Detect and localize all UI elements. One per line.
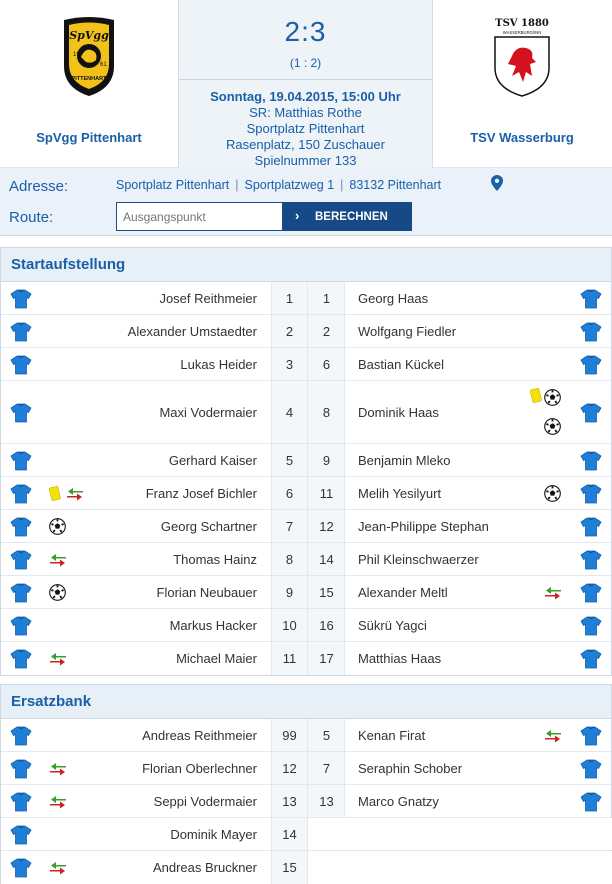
player-shirt-icon bbox=[10, 517, 32, 537]
player-shirt-icon bbox=[10, 583, 32, 603]
lineup-section bbox=[0, 247, 612, 676]
guest-shirt-number: 5 bbox=[322, 727, 331, 743]
guest-shirt-number: 14 bbox=[319, 551, 334, 567]
home-shirt-number: 8 bbox=[285, 551, 294, 567]
yellow-card-icon bbox=[530, 388, 542, 409]
substitute-shirt-icon bbox=[580, 792, 602, 812]
home-team[interactable] bbox=[0, 0, 178, 168]
lineup-title: Startaufstellung bbox=[1, 248, 611, 282]
guest-shirt-number: 15 bbox=[319, 584, 334, 600]
address-part-city: 83132 Pittenhart bbox=[349, 178, 442, 192]
player-shirt-icon bbox=[10, 484, 32, 504]
guest-player-name[interactable]: Wolfgang Fiedler bbox=[358, 323, 457, 339]
player-shirt-icon bbox=[580, 355, 602, 375]
player-shirt-icon bbox=[580, 403, 602, 423]
guest-player-name[interactable]: Jean-Philippe Stephan bbox=[358, 518, 489, 534]
guest-team-name[interactable]: TSV Wasserburg bbox=[470, 130, 574, 145]
home-player-name[interactable]: Maxi Vodermaier bbox=[159, 404, 257, 420]
player-shirt-icon bbox=[10, 550, 32, 570]
home-shirt-number: 10 bbox=[282, 617, 297, 633]
player-row bbox=[1, 348, 611, 381]
substitution-icon bbox=[544, 586, 562, 605]
home-shirt-number: 6 bbox=[285, 485, 294, 501]
guest-shirt-number: 12 bbox=[319, 518, 334, 534]
substitute-shirt-icon bbox=[580, 726, 602, 746]
score-divider bbox=[179, 79, 432, 80]
goalkeeper-shirt-icon bbox=[10, 289, 32, 309]
guest-player-name[interactable]: Alexander Meltl bbox=[358, 584, 448, 600]
home-shirt-number: 2 bbox=[285, 323, 294, 339]
home-player-name[interactable]: Georg Schartner bbox=[160, 518, 257, 534]
score-box bbox=[178, 0, 433, 168]
player-row bbox=[1, 752, 611, 785]
player-row bbox=[1, 315, 611, 348]
player-shirt-icon bbox=[10, 403, 32, 423]
goal-icon bbox=[49, 584, 66, 606]
guest-shirt-number: 1 bbox=[322, 290, 331, 306]
guest-player-name[interactable]: Matthias Haas bbox=[358, 651, 442, 666]
goalkeeper-shirt-icon bbox=[580, 289, 602, 309]
home-shirt-number: 9 bbox=[285, 584, 294, 600]
player-shirt-icon bbox=[580, 583, 602, 603]
player-shirt-icon bbox=[580, 616, 602, 636]
player-row bbox=[1, 477, 611, 510]
substitution-icon bbox=[544, 729, 562, 748]
calculate-route-button[interactable] bbox=[283, 202, 412, 231]
home-player-name[interactable]: Franz Josef Bichler bbox=[145, 485, 257, 501]
address-panel bbox=[0, 168, 612, 236]
guest-crest-sub: WASSERBURG/INN bbox=[502, 30, 542, 35]
home-player-name[interactable]: Dominik Mayer bbox=[170, 826, 257, 842]
substitute-shirt-icon bbox=[10, 825, 32, 845]
home-shirt-number: 5 bbox=[285, 452, 294, 468]
goal-icon bbox=[544, 389, 561, 411]
venue: Sportplatz Pittenhart bbox=[246, 121, 365, 136]
address-part-street: Sportplatzweg 1 bbox=[244, 178, 335, 192]
player-shirt-icon bbox=[580, 451, 602, 471]
guest-shirt-number: 6 bbox=[322, 356, 331, 372]
player-row bbox=[1, 282, 611, 315]
pitch-info: Rasenplatz, 150 Zuschauer bbox=[226, 137, 385, 152]
chevron-right-icon: › bbox=[295, 208, 300, 223]
home-player-name[interactable]: Gerhard Kaiser bbox=[168, 452, 257, 468]
substitution-icon bbox=[49, 795, 67, 814]
address-separator: | bbox=[340, 178, 344, 192]
bench-title: Ersatzbank bbox=[1, 685, 611, 719]
home-player-name[interactable]: Andreas Bruckner bbox=[152, 860, 257, 875]
goal-icon bbox=[49, 518, 66, 540]
home-player-name[interactable]: Lukas Heider bbox=[180, 356, 257, 372]
home-shirt-number: 15 bbox=[282, 860, 297, 875]
player-shirt-icon bbox=[580, 649, 602, 669]
goal-icon bbox=[544, 485, 561, 507]
home-shirt-number: 14 bbox=[282, 826, 297, 842]
match-info bbox=[179, 89, 432, 169]
bench-table bbox=[1, 719, 611, 884]
player-shirt-icon bbox=[10, 322, 32, 342]
home-crest-year-left: 19 bbox=[73, 52, 80, 58]
home-shirt-number: 3 bbox=[285, 356, 294, 372]
player-shirt-icon bbox=[10, 355, 32, 375]
player-row bbox=[1, 642, 611, 675]
player-shirt-icon bbox=[580, 550, 602, 570]
home-crest-sub: PITTENHART bbox=[71, 76, 107, 82]
player-shirt-icon bbox=[10, 649, 32, 669]
guest-player-name[interactable]: Sükrü Yagci bbox=[358, 617, 427, 633]
guest-shirt-number: 9 bbox=[322, 452, 331, 468]
player-row bbox=[1, 818, 611, 851]
home-shirt-number: 12 bbox=[282, 760, 297, 776]
home-shirt-number: 1 bbox=[285, 290, 294, 306]
lineup-table bbox=[1, 282, 611, 675]
home-shirt-number: 13 bbox=[282, 793, 297, 809]
home-crest-label: SpVgg bbox=[69, 29, 109, 42]
home-shirt-number: 4 bbox=[285, 404, 294, 420]
home-player-name[interactable]: Florian Oberlechner bbox=[142, 760, 257, 776]
guest-player-name[interactable]: Dominik Haas bbox=[358, 404, 439, 420]
route-label: Route: bbox=[9, 209, 54, 226]
address-part-venue: Sportplatz Pittenhart bbox=[116, 178, 230, 192]
guest-player-name[interactable]: Melih Yesilyurt bbox=[358, 485, 442, 501]
guest-shirt-number: 8 bbox=[322, 404, 331, 420]
guest-player-name[interactable]: Seraphin Schober bbox=[358, 760, 463, 776]
guest-player-name[interactable]: Phil Kleinschwaerzer bbox=[358, 551, 479, 567]
home-shirt-number: 7 bbox=[285, 518, 294, 534]
player-row bbox=[1, 719, 611, 752]
guest-shirt-number: 13 bbox=[319, 793, 334, 809]
player-row bbox=[1, 609, 611, 642]
guest-player-name[interactable]: Bastian Kückel bbox=[358, 356, 444, 372]
player-row bbox=[1, 785, 611, 818]
substitute-shirt-icon bbox=[10, 858, 32, 878]
guest-shirt-number: 16 bbox=[319, 617, 334, 633]
player-shirt-icon bbox=[10, 616, 32, 636]
player-shirt-icon bbox=[580, 517, 602, 537]
player-shirt-icon bbox=[580, 322, 602, 342]
halftime-score: (1 : 2) bbox=[289, 56, 322, 70]
home-crest-year-right: 61 bbox=[100, 62, 107, 68]
guest-shirt-number: 11 bbox=[319, 485, 334, 501]
address-separator: | bbox=[235, 178, 239, 192]
guest-team[interactable] bbox=[433, 0, 611, 168]
player-row bbox=[1, 543, 611, 576]
address-label: Adresse: bbox=[9, 178, 69, 195]
home-shirt-number: 11 bbox=[282, 651, 297, 666]
home-player-name[interactable]: Florian Neubauer bbox=[156, 584, 257, 600]
home-shirt-number: 99 bbox=[282, 727, 297, 743]
guest-player-name[interactable]: Kenan Firat bbox=[358, 727, 426, 743]
guest-shirt-number: 17 bbox=[319, 651, 334, 666]
substitute-shirt-icon bbox=[10, 759, 32, 779]
guest-shirt-number: 2 bbox=[322, 323, 331, 339]
player-row bbox=[1, 576, 611, 609]
substitute-shirt-icon bbox=[580, 759, 602, 779]
match-date: Sonntag, 19.04.2015, 15:00 Uhr bbox=[210, 89, 401, 104]
map-pin-icon[interactable] bbox=[491, 175, 503, 191]
calculate-route-label: BERECHNEN bbox=[315, 210, 388, 223]
guest-shirt-number: 7 bbox=[322, 760, 331, 776]
goalkeeper-shirt-icon bbox=[10, 726, 32, 746]
home-player-name[interactable]: Josef Reithmeier bbox=[159, 290, 257, 306]
guest-player-name[interactable]: Benjamin Mleko bbox=[358, 452, 451, 468]
referee: SR: Matthias Rothe bbox=[249, 105, 362, 120]
substitution-icon bbox=[66, 487, 84, 506]
address-value bbox=[116, 178, 441, 192]
game-number: Spielnummer 133 bbox=[254, 153, 357, 168]
route-start-input[interactable] bbox=[116, 202, 283, 231]
guest-player-name[interactable]: Marco Gnatzy bbox=[358, 793, 439, 809]
home-player-name[interactable]: Andreas Reithmeier bbox=[142, 727, 257, 743]
substitution-icon bbox=[49, 553, 67, 572]
player-row bbox=[1, 444, 611, 477]
bench-section bbox=[0, 684, 612, 884]
goal-icon bbox=[544, 418, 561, 440]
guest-player-name[interactable]: Georg Haas bbox=[358, 290, 429, 306]
player-shirt-icon bbox=[580, 484, 602, 504]
home-player-name[interactable]: Markus Hacker bbox=[169, 617, 257, 633]
final-score: 2:3 bbox=[284, 16, 327, 47]
player-shirt-icon bbox=[10, 451, 32, 471]
substitution-icon bbox=[49, 652, 67, 671]
home-player-name[interactable]: Michael Maier bbox=[176, 651, 257, 666]
guest-crest-label: TSV 1880 bbox=[495, 18, 549, 29]
home-player-name[interactable]: Seppi Vodermaier bbox=[153, 793, 257, 809]
substitution-icon bbox=[49, 861, 67, 880]
player-row bbox=[1, 510, 611, 543]
substitute-shirt-icon bbox=[10, 792, 32, 812]
empty-guest-cell bbox=[308, 851, 612, 884]
empty-guest-cell bbox=[308, 818, 612, 850]
player-row bbox=[1, 851, 611, 884]
home-crest-icon bbox=[60, 14, 118, 98]
player-row bbox=[1, 381, 611, 444]
home-player-name[interactable]: Thomas Hainz bbox=[173, 551, 257, 567]
match-header bbox=[0, 0, 612, 168]
yellow-card-icon bbox=[49, 486, 61, 507]
home-team-name[interactable]: SpVgg Pittenhart bbox=[36, 130, 142, 145]
substitution-icon bbox=[49, 762, 67, 781]
guest-crest-icon bbox=[490, 14, 554, 98]
home-player-name[interactable]: Alexander Umstaedter bbox=[127, 323, 257, 339]
